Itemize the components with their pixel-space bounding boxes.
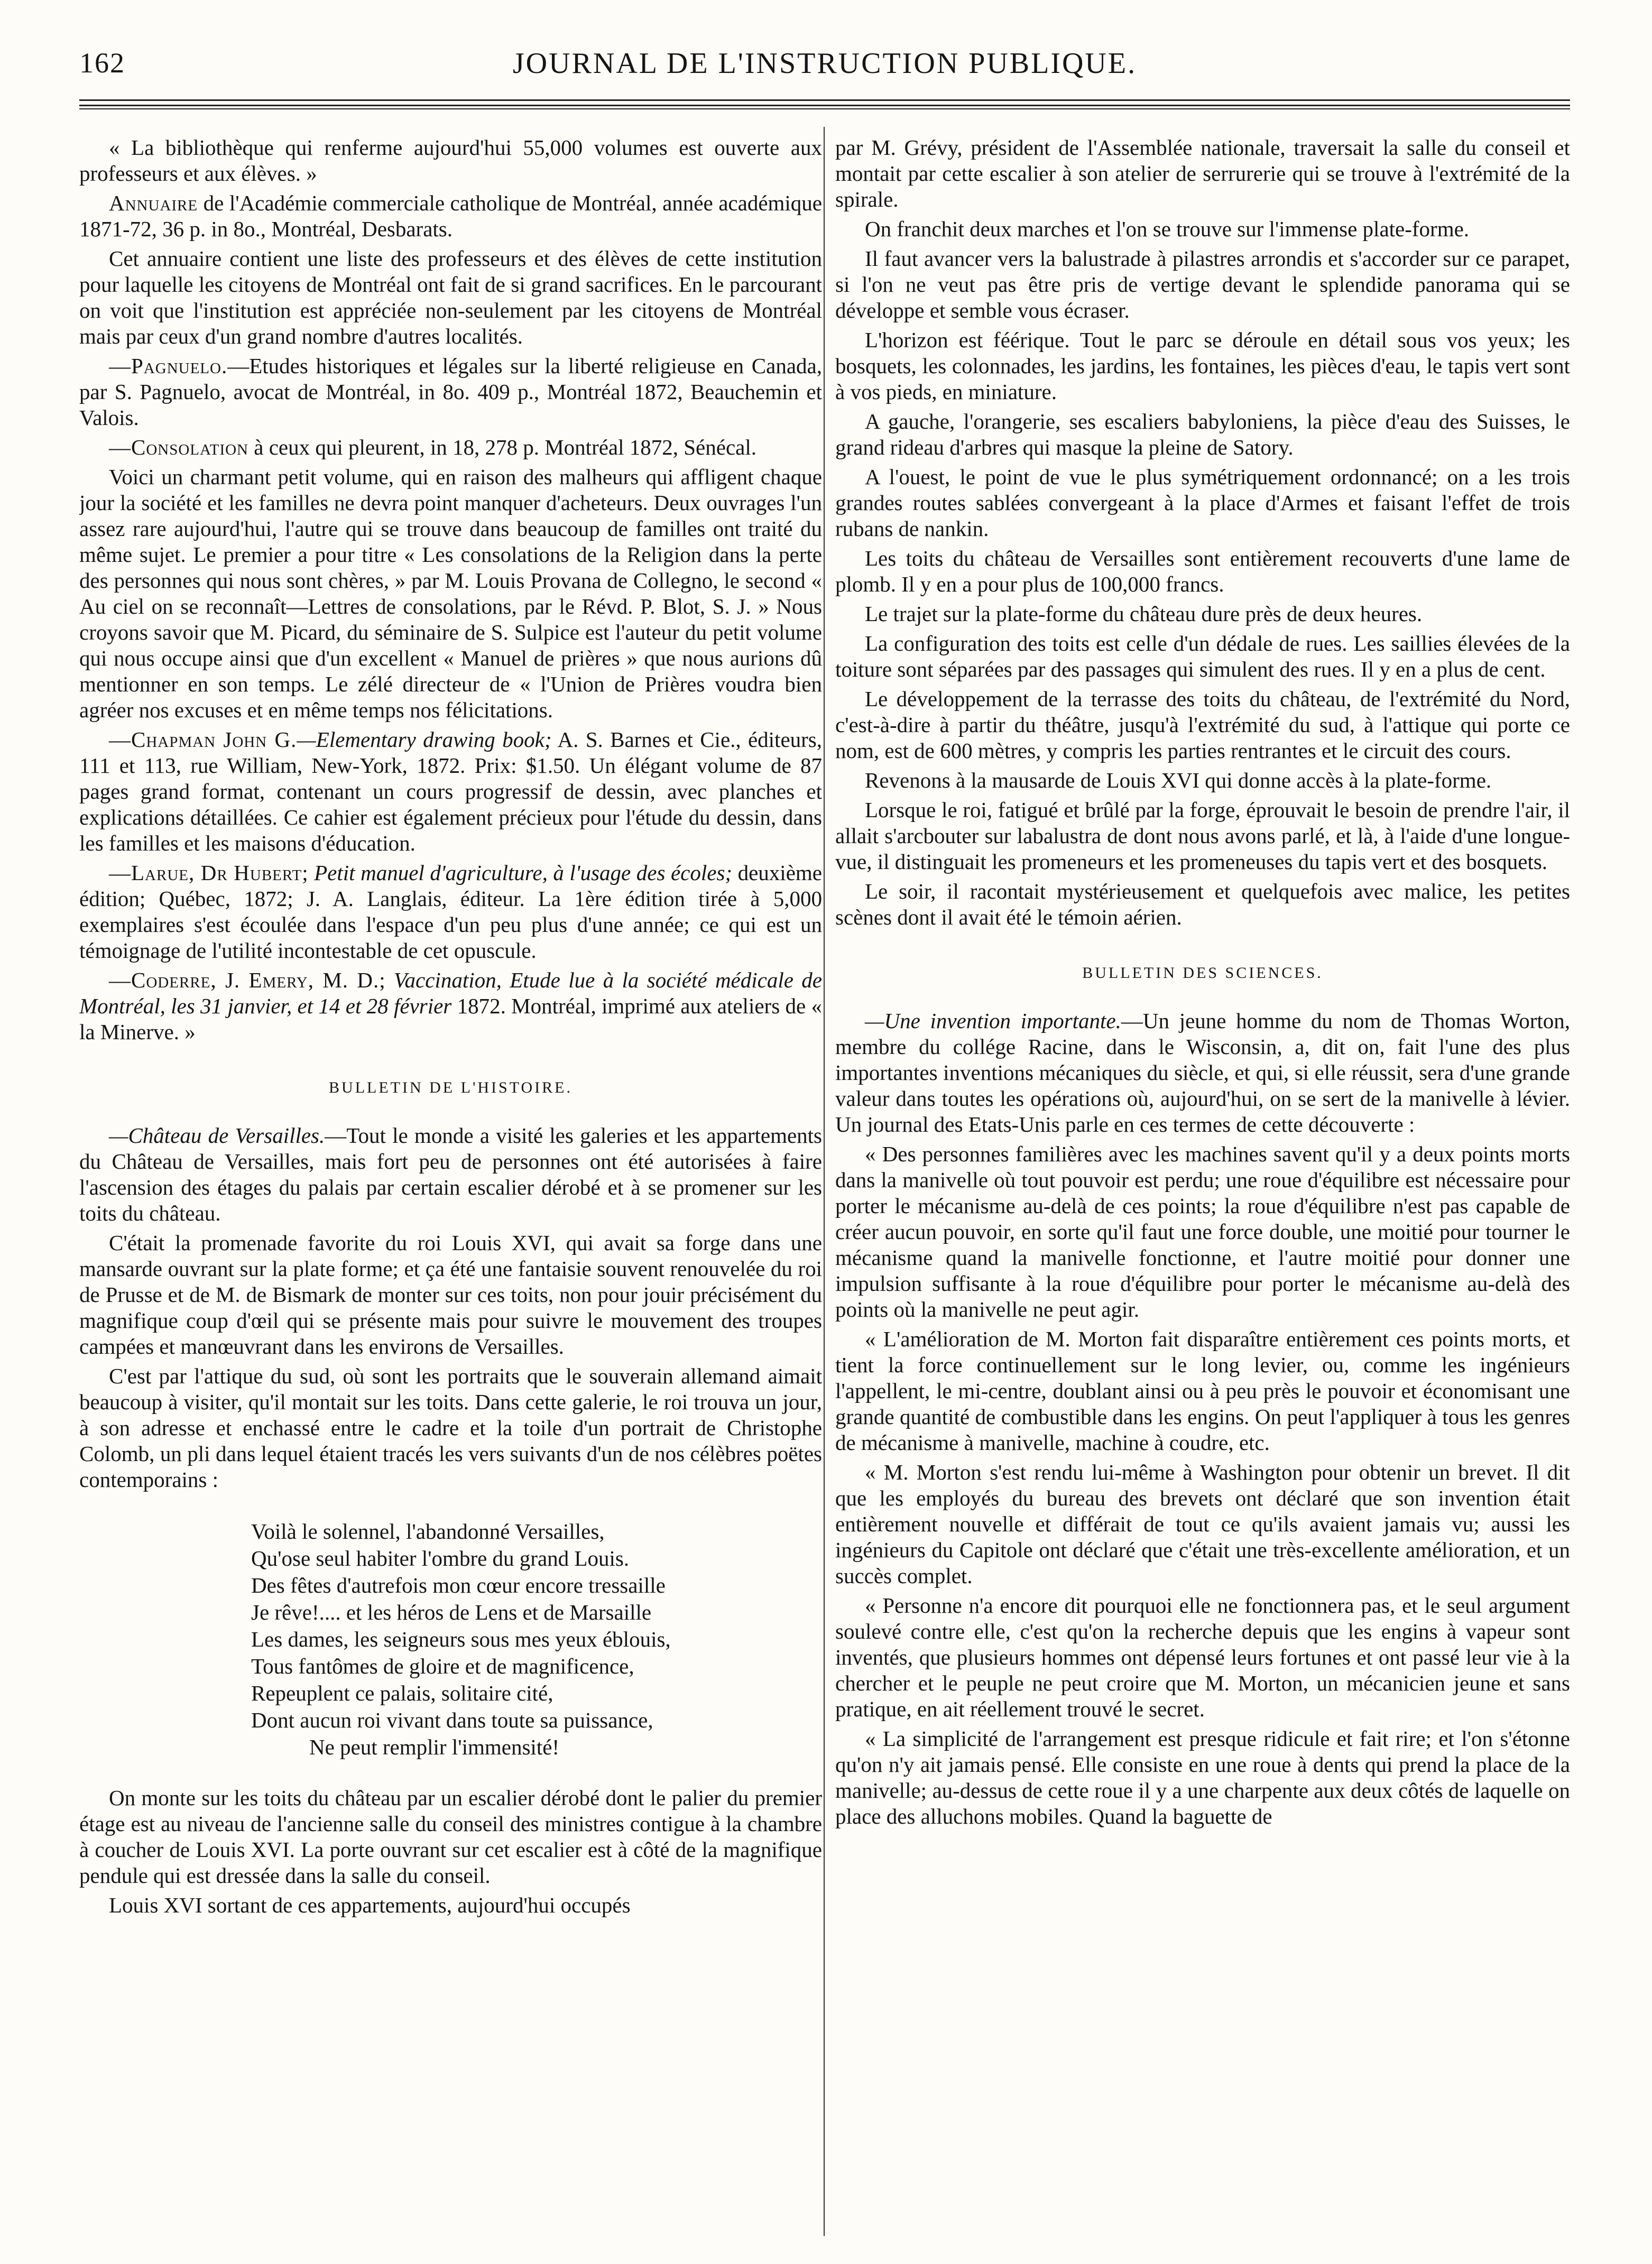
paragraph: Voici un charmant petit volume, qui en raison des malheurs qui affligent chaque jour la société et les familles ne devra point manquer d'acheteurs. Deux ouvrages l'un assez rare aujourd'hui, l'autre qui se trouve dans beaucoup de familles ont traité du même sujet. Le premier a pour titre « Les consolations de la Religion dans la perte des personnes qui nous sont chères, » par M. Louis Provana de Collegno, le second « Au ciel on se reconnaît—Lettres de consolations, par le Révd. P. Blot, S. J. » Nous croyons savoir que M. Picard, du séminaire de S. Sulpice est l'auteur du petit volume qui nous occupe ainsi que d'un excellent « Manuel de prières » que nous aurions dû mentionner en son temps. Le zélé directeur de « l'Union de Prières voudra bien agréer nos excuses et en même temps nos félicitations.: [79, 465, 822, 722]
paragraph: Louis XVI sortant de ces appartements, aujourd'hui occupés: [109, 1893, 631, 1917]
section-heading-histoire: BULLETIN DE L'HISTOIRE.: [329, 1079, 573, 1096]
poem-line: Ne peut remplir l'immensité!: [309, 1735, 560, 1759]
page-number: 162: [79, 47, 125, 79]
entry-text: deuxième édition; Québec, 1872; J. A. Langlais, éditeur. La 1ère édition tirée à 5,000 exemplaires s'est écoulée dans l'espace d'un peu plus d'une année; ce qui est un témoignage de l'utilité incontestable de cet opuscule.: [79, 861, 822, 963]
article-text: —Tout le monde a visité les galeries et les appartements du Château de Versailles, mais fort peu de personnes ont été autorisées à faire l'ascension des étages du palais par certain escalier dérobé et à se promener sur les toits du château.: [79, 1123, 822, 1225]
paragraph: [835, 1008, 1570, 1138]
paragraph: par M. Grévy, président de l'Assemblée nationale, traversait la salle du conseil et montait par cette escalier à son atelier de serrurerie qui se trouve à l'extrémité de la spirale.: [835, 135, 1570, 211]
paragraph: C'est par l'attique du sud, où sont les portraits que le souverain allemand aimait beaucoup à visiter, qu'il montait sur les toits. Dans cette galerie, le roi trouva un jour, à son adresse et enchassé entre le cadre et la toile d'un portrait de Christophe Colomb, un pli dans lequel étaient tracés les vers suivants d'un de nos célèbres poëtes contemporains :: [79, 1364, 822, 1492]
entry-text: à ceux qui pleurent, in 18, 278 p. Montréal 1872, Sénécal.: [248, 435, 756, 459]
running-title: JOURNAL DE L'INSTRUCTION PUBLIQUE.: [512, 47, 1137, 80]
entry-title: —Elementary drawing book;: [297, 727, 552, 752]
paragraph: Le développement de la terrasse des toits du château, de l'extrémité du Nord, c'est-à-dire à partir du théâtre, jusqu'à l'extrémité du sud, à l'attique qui porte ce nom, est de 600 mètres, y compris les parties rentrantes et le circuit des cours.: [835, 687, 1570, 763]
paragraph: Cet annuaire contient une liste des professeurs et des élèves de cette institution pour laquelle les citoyens de Montréal ont fait de si grand sacrifices. En le parcourant on voit que l'institution est appréciée non-seulement par les citoyens de Montréal mais par ceux d'un grand nombre d'autres localités.: [79, 246, 822, 348]
poem-line: Dont aucun roi vivant dans toute sa puissance,: [251, 1708, 653, 1732]
entry-text: —Etudes historiques et légales sur la liberté religieuse en Canada, par S. Pagnuelo, avocat de Montréal, in 8o. 409 p., Montréal 1872, Beauchemin et Valois.: [79, 354, 822, 430]
paragraph: « L'amélioration de M. Morton fait disparaître entièrement ces points morts, et tient la force continuellement sur le long levier, ou, comme les ingénieurs l'appellent, le mi-centre, doublant ainsi ou à peu près le pouvoir et économisant une grande quantité de combustible dans les engins. On peut l'appliquer à tous les genres de mécanisme à manivelle, machine à coudre, etc.: [835, 1327, 1570, 1455]
paragraph: [79, 1123, 822, 1226]
article-title: —Château de Versailles.: [109, 1123, 325, 1148]
paragraph: Revenons à la mausarde de Louis XVI qui donne accès à la plate-forme.: [865, 768, 1492, 792]
paragraph: [79, 967, 822, 1045]
poem-line: Voilà le solennel, l'abandonné Versailles,: [251, 1519, 605, 1544]
article-text: —Un jeune homme du nom de Thomas Worton, membre du collége Racine, dans le Wisconsin, a, dit on, fait l'une des plus importantes inventions mécaniques du siècle, et qui, si elle réussit, sera d'une grande valeur dans toutes les opérations où, aujourd'hui, on se sert de la manivelle à lévier. Un journal des Etats-Unis parle en ces termes de cette découverte :: [835, 1009, 1570, 1136]
paragraph: A gauche, l'orangerie, ses escaliers babyloniens, la pièce d'eau des Suisses, le grand rideau d'arbres qui masque la pleine de Satory.: [835, 409, 1570, 459]
header-rule: [79, 99, 1570, 101]
poem: [251, 1518, 822, 1761]
paragraph: On monte sur les toits du château par un escalier dérobé dont le palier du premier étage est au niveau de l'ancienne salle du conseil des ministres contigue à la chambre à coucher de Louis XVI. La porte ouvrant sur cet escalier est à côté de la magnifique pendule qui est dressée dans la salle du conseil.: [79, 1786, 822, 1888]
left-column: [79, 135, 822, 2228]
entry-lead: Annuaire: [109, 191, 198, 215]
paragraph: On franchit deux marches et l'on se trouve sur l'immense plate-forme.: [865, 217, 1470, 241]
paragraph: [79, 860, 822, 964]
entry-lead: —Chapman John G.: [109, 727, 297, 752]
entry-text: de l'Académie commerciale catholique de Montréal, année académique 1871-72, 36 p. in 8o., Montréal, Desbarats.: [79, 191, 822, 241]
paragraph: « Personne n'a encore dit pourquoi elle ne fonctionnera pas, et le seul argument soulevé contre elle, c'est qu'on la recherche depuis que les engins à vapeur sont inventés, que plusieurs hommes ont dépensé leurs fortunes et ont passé leur vie à la chercher et le peuple ne peut croire que M. Morton, un mécanicien jeune et sans pratique, en ait réellement trouvé le secret.: [835, 1593, 1570, 1721]
page-header: [79, 37, 1570, 85]
entry-lead: —Pagnuelo.: [109, 354, 228, 378]
paragraph: [79, 353, 822, 431]
paragraph: « La bibliothèque qui renferme aujourd'hui 55,000 volumes est ouverte aux professeurs et aux élèves. »: [79, 135, 822, 186]
paragraph: Il faut avancer vers la balustrade à pilastres arrondis et s'accorder sur ce parapet, si l'on ne veut pas être pris de vertige devant le splendide panorama qui se développe et semble vous écraser.: [835, 246, 1570, 322]
entry-lead: —Consolation: [109, 435, 249, 459]
paragraph: [79, 435, 822, 460]
section-heading-sciences: BULLETIN DES SCIENCES.: [1082, 964, 1323, 982]
right-column: [835, 135, 1570, 2228]
poem-line: Je rêve!.... et les héros de Lens et de Marsaille: [251, 1600, 652, 1624]
paragraph: « Des personnes familières avec les machines savent qu'il y a deux points morts dans la manivelle où tout pouvoir est perdu; une roue d'équilibre est nécessaire pour porter le mécanisme au-delà de ces points; la roue d'équilibre n'est pas capable de créer aucun pouvoir, en sorte qu'il faut une force double, une moitié pour tourner le mécanisme quand la manivelle fonctionne, et l'autre moitié pour donner une impulsion suffisante à la roue d'équilibre pour porter le mécanisme au-delà des points où la manivelle ne peut agir.: [835, 1142, 1570, 1322]
poem-line: Repeuplent ce palais, solitaire cité,: [251, 1681, 553, 1705]
entry-title: Petit manuel d'agriculture, à l'usage des écoles;: [308, 861, 733, 885]
paragraph: La configuration des toits est celle d'un dédale de rues. Les saillies élevées de la toiture sont séparées par des passages qui simulent des rues. Il y en a plus de cent.: [835, 631, 1570, 681]
entry-lead: —Coderre, J. Emery, M. D.;: [109, 968, 386, 992]
paragraph: Le trajet sur la plate-forme du château dure près de deux heures.: [865, 602, 1423, 626]
entry-title: Vaccination, Etude lue à la société médicale de Montréal, les 31 janvier, et 14 et 28 février: [79, 968, 822, 1018]
paragraph: Les toits du château de Versailles sont entièrement recouverts d'une lame de plomb. Il y en a pour plus de 100,000 francs.: [835, 546, 1570, 596]
poem-line: Des fêtes d'autrefois mon cœur encore tressaille: [251, 1573, 666, 1597]
poem-line: Qu'ose seul habiter l'ombre du grand Louis.: [251, 1546, 630, 1570]
entry-text: 1872. Montréal, imprimé aux ateliers de « la Minerve. »: [79, 994, 822, 1044]
header-double-rule: [79, 105, 1570, 109]
paragraph: [79, 190, 822, 242]
paragraph: [79, 727, 822, 856]
paragraph: « La simplicité de l'arrangement est presque ridicule et fait rire; et l'on s'étonne qu'on n'y ait jamais pensé. Elle consiste en une roue à dents qui prend la place de la manivelle; au-dessus de cette roue il y a une charpente aux deux côtés de laquelle on place des alluchons mobiles. Quand la baguette de: [835, 1726, 1570, 1828]
paragraph: Le soir, il racontait mystérieusement et quelquefois avec malice, les petites scènes dont il avait été le témoin aérien.: [835, 879, 1570, 929]
paragraph: C'était la promenade favorite du roi Louis XVI, qui avait sa forge dans une mansarde ouvrant sur la plate forme; et ça été une fantaisie souvent renouvelée du roi de Prusse et de M. de Bismark de monter sur ces toits, non pour jouir précisément du magnifique coup d'œil qui se présente mais pour suivre le mouvement des troupes campées et manœuvrant dans les environs de Versailles.: [79, 1231, 822, 1359]
column-divider: [824, 127, 825, 2236]
article-title: —Une invention importante.: [865, 1009, 1121, 1033]
paragraph: A l'ouest, le point de vue le plus symétriquement ordonnancé; on a les trois grandes routes sablées convergeant à la place d'Armes et faisant l'effet de trois rubans de nankin.: [835, 465, 1570, 541]
entry-text: A. S. Barnes et Cie., éditeurs, 111 et 113, rue William, New-York, 1872. Prix: $1.50. Un élégant volume de 87 pages grand format, contenant un cours progressif de dessin, avec planches et explications détaillées. Ce cahier est également précieux pour l'étude du dessin, dans les familles et les maisons d'éducation.: [79, 727, 822, 855]
poem-line: Tous fantômes de gloire et de magnificence,: [251, 1654, 634, 1678]
entry-lead: —Larue, Dr Hubert;: [109, 861, 309, 885]
paragraph: Lorsque le roi, fatigué et brûlé par la forge, éprouvait le besoin de prendre l'air, il allait s'arcbouter sur labalustra de dont nous avons parlé, et là, à l'aide d'une longue-vue, il distinguait les promeneurs et les promeneuses du tapis vert et des bosquets.: [835, 798, 1570, 874]
paragraph: L'horizon est féérique. Tout le parc se déroule en détail sous vos yeux; les bosquets, les colonnades, les jardins, les fontaines, les pièces d'eau, le tapis vert sont à vos pieds, en miniature.: [835, 328, 1570, 404]
paragraph: « M. Morton s'est rendu lui-même à Washington pour obtenir un brevet. Il dit que les employés du bureau des brevets ont déclaré que son invention était entièrement nouvelle et différait de tout ce qu'ils avaient jamais vu; aussi les ingénieurs du Capitole ont déclaré que c'était une très-excellente amélioration, et un succès complet.: [835, 1460, 1570, 1588]
poem-line: Les dames, les seigneurs sous mes yeux éblouis,: [251, 1627, 671, 1651]
